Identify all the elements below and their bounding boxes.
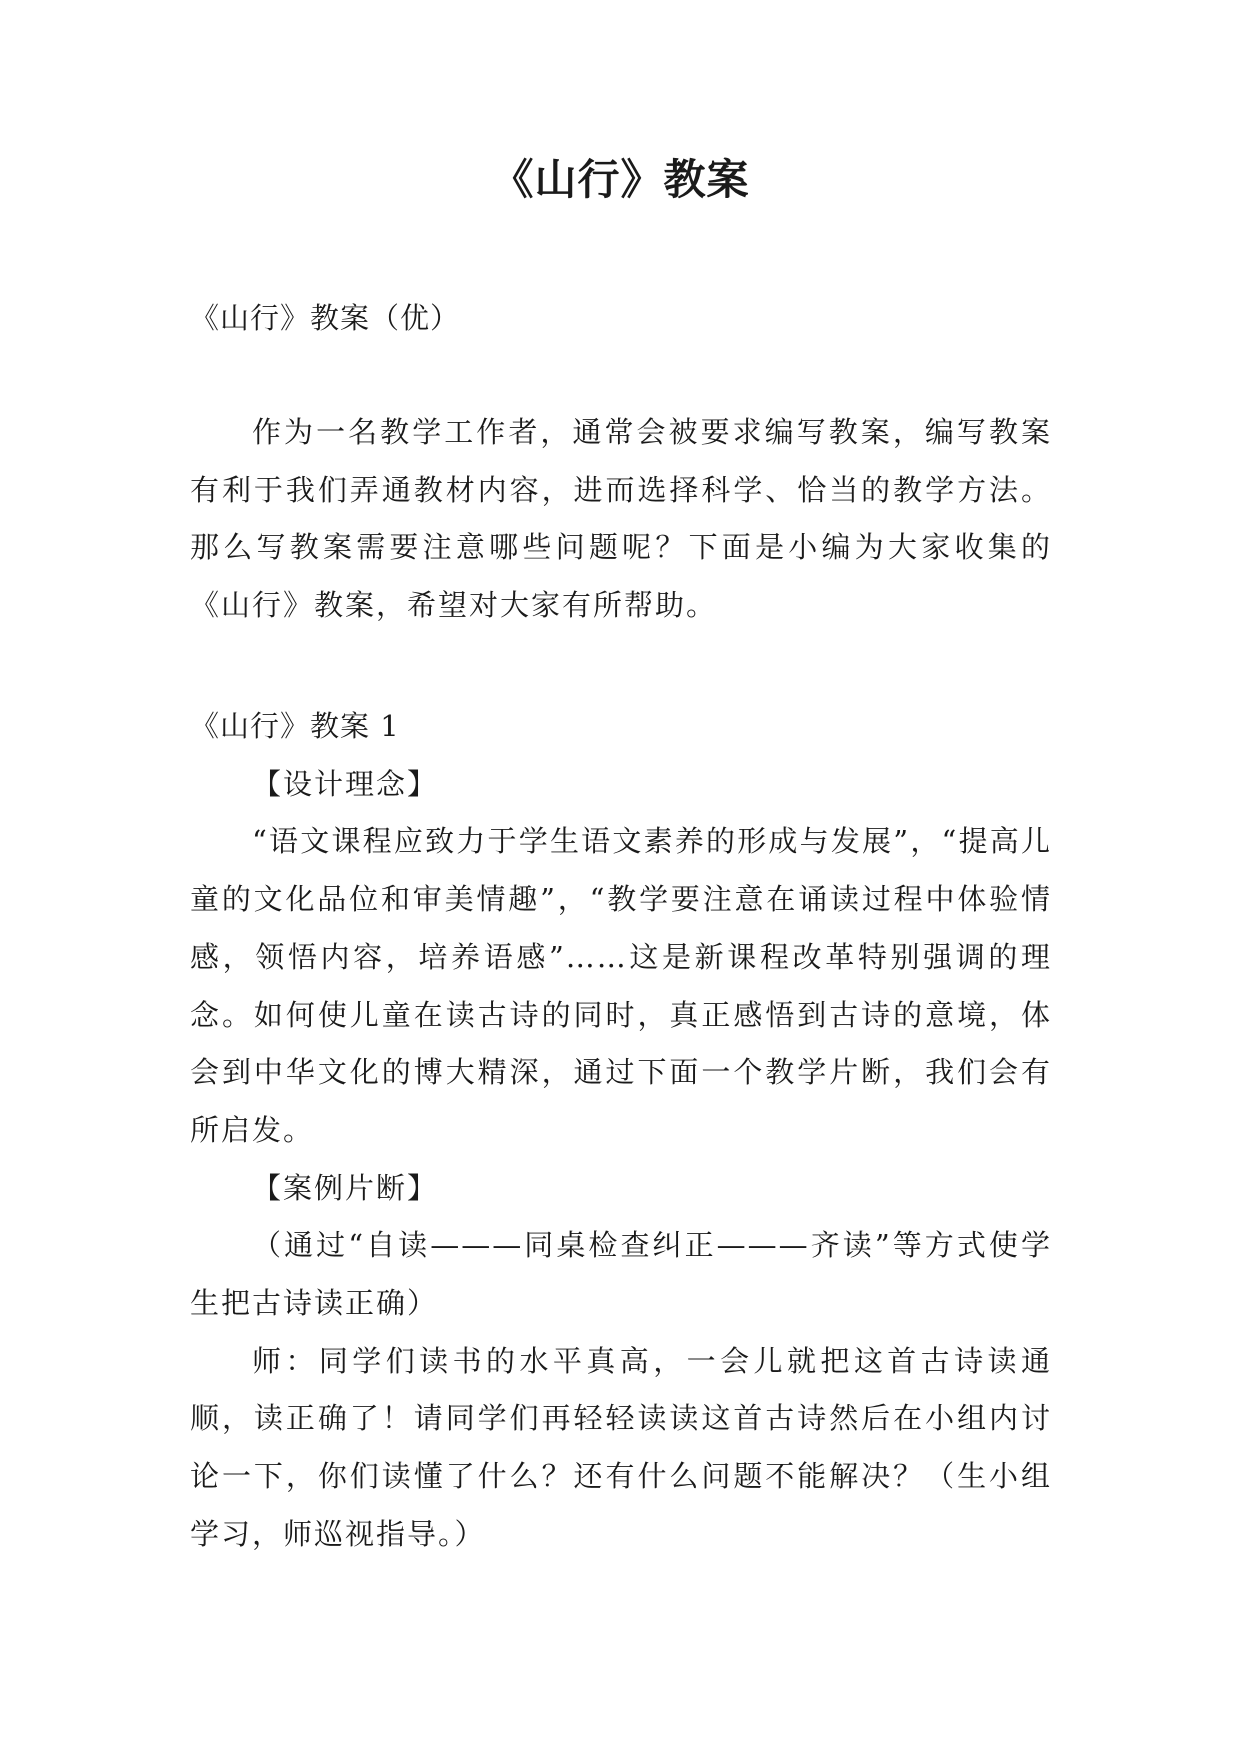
case-fragment-label: 【案例片断】 <box>252 1170 439 1205</box>
document-title: 《山行》教案 <box>491 155 750 204</box>
design-concept-paragraph: “语文课程应致力于学生语文素养的形成与发展”，“提高儿童的文化品位和审美情趣”，“教学要注意在诵读过程中体验情感，领悟内容，培养语感”……这是新课程改革特别强调的理念。如何使儿童在读古诗的同时，真正感悟到古诗的意境，体会到中华文化的博大精深，通过下面一个教学片断，我们会有所启发。 <box>190 824 1052 1147</box>
document-subtitle: 《山行》教案（优） <box>190 301 461 335</box>
teacher-dialogue-paragraph: 师：同学们读书的水平真高，一会儿就把这首古诗读通顺，读正确了！请同学们再轻轻读读这首古诗然后在小组内讨论一下，你们读懂了什么？还有什么问题不能解决？（生小组学习，师巡视指导。） <box>190 1343 1052 1551</box>
design-concept-label: 【设计理念】 <box>252 766 439 801</box>
lesson-plan-section <box>190 698 1052 1564</box>
case-fragment-note: （通过“自读———同桌检查纠正———齐读”等方式使学生把古诗读正确） <box>190 1228 1052 1321</box>
section-heading: 《山行》教案 1 <box>190 709 400 743</box>
intro-paragraph: 作为一名教学工作者，通常会被要求编写教案，编写教案有利于我们弄通教材内容，进而选择科学、恰当的教学方法。那么写教案需要注意哪些问题呢？下面是小编为大家收集的《山行》教案，希望对大家有所帮助。 <box>190 415 1052 623</box>
